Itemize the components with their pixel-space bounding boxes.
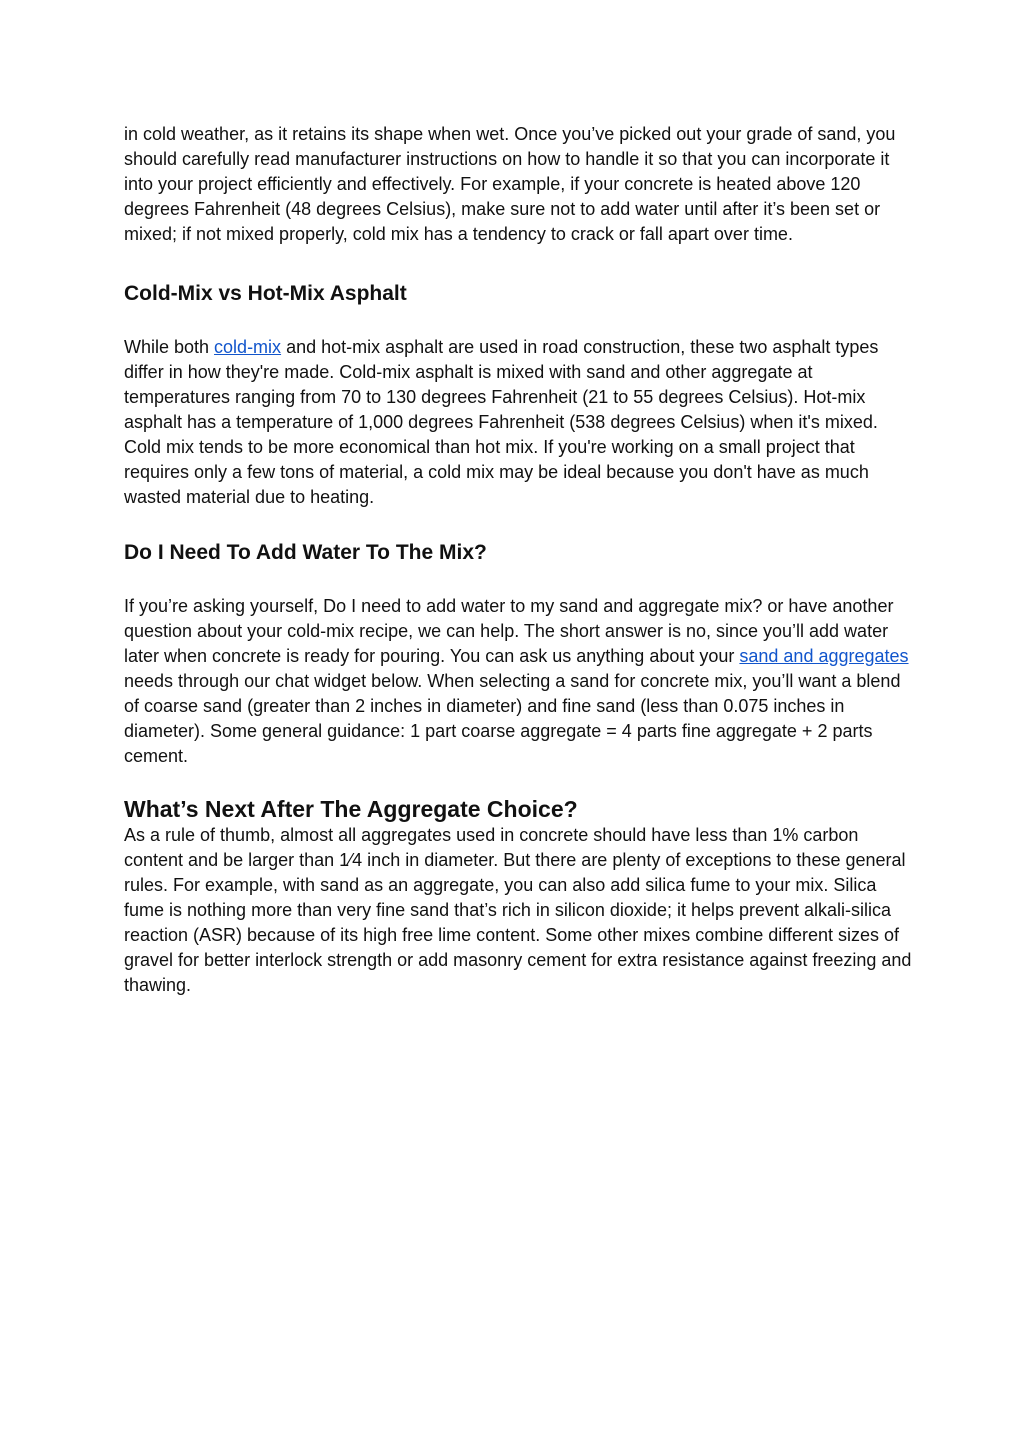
section-paragraph-cold-vs-hot-mix (124, 335, 914, 510)
paragraph-text: and hot-mix asphalt are used in road construction, these two asphalt types differ in how they're made. Cold-mix asphalt is mixed with sand and other aggregate at temperatures ranging from 70 to 130 degrees Fahrenheit (21 to 55 degrees Celsius). Hot-mix asphalt has a temperature of 1,000 degrees Fahrenheit (538 degrees Celsius) when it's mixed. Cold mix tends to be more economical than hot mix. If you're working on a small project that requires only a few tons of material, a cold mix may be ideal because you don't have as much wasted material due to heating. (124, 337, 879, 507)
cold-mix-link[interactable]: cold-mix (214, 337, 282, 357)
paragraph-text: needs through our chat widget below. When selecting a sand for concrete mix, you’ll want a blend of coarse sand (greater than 2 inches in diameter) and fine sand (less than 0.075 inches in diameter). Some general guidance: 1 part coarse aggregate = 4 parts fine aggregate + 2 parts cement. (124, 671, 901, 766)
document-page (124, 122, 914, 998)
section-heading-whats-next: What’s Next After The Aggregate Choice? (124, 796, 578, 822)
section-paragraph-add-water (124, 594, 914, 769)
section-heading-add-water: Do I Need To Add Water To The Mix? (124, 541, 487, 564)
sand-and-aggregates-link[interactable]: sand and aggregates (739, 646, 909, 666)
section-paragraph-whats-next: As a rule of thumb, almost all aggregates used in concrete should have less than 1% carbon content and be larger than 1⁄4 inch in diameter. But there are plenty of exceptions to these general rules. For example, with sand as an aggregate, you can also add silica fume to your mix. Silica fume is nothing more than very fine sand that’s rich in silicon dioxide; it helps prevent alkali-silica reaction (ASR) because of its high free lime content. Some other mixes combine different sizes of gravel for better interlock strength or add masonry cement for extra resistance against freezing and thawing. (124, 825, 912, 995)
intro-paragraph: in cold weather, as it retains its shape when wet. Once you’ve picked out your grade of sand, you should carefully read manufacturer instructions on how to handle it so that you can incorporate it into your project efficiently and effectively. For example, if your concrete is heated above 120 degrees Fahrenheit (48 degrees Celsius), make sure not to add water until after it’s been set or mixed; if not mixed properly, cold mix has a tendency to crack or fall apart over time. (124, 124, 896, 244)
paragraph-text: While both (124, 337, 215, 357)
paragraph-text: If you’re asking yourself, Do I need to add water to my sand and aggregate mix? or have another question about your cold-mix recipe, we can help. The short answer is no, since you’ll add water later when concrete is ready for pouring. You can ask us anything about your (124, 596, 894, 666)
section-heading-cold-vs-hot-mix: Cold-Mix vs Hot-Mix Asphalt (124, 282, 407, 305)
